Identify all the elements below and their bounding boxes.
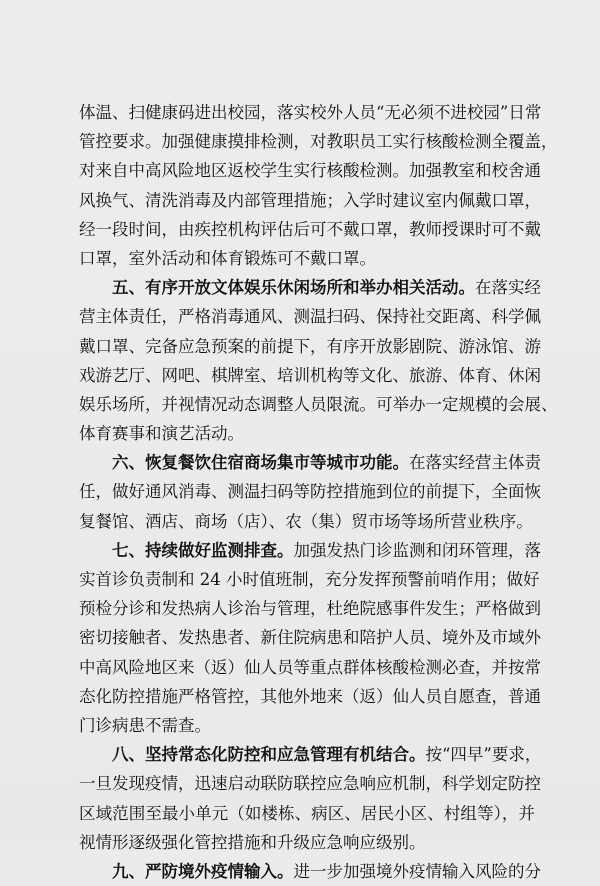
heading-continuation: 按“四早”要求，: [425, 745, 542, 765]
text-line: [79, 740, 542, 769]
text-line: 风换气、清洗消毒及内部管理措施；入学时建议室内佩戴口罩，: [79, 190, 541, 210]
paragraph-restaurants: [79, 448, 541, 536]
text-line: 对来自中高风险地区返校学生实行核酸检测。加强教室和校舍通: [79, 161, 541, 181]
text-line: 实首诊负责制和 24 小时值班制，充分发挥预警前哨作用；做好: [79, 570, 540, 589]
text-line: [79, 448, 541, 477]
paragraph-border-control: [79, 857, 541, 886]
text-line: 预检分诊和发热病人诊治与管理，杜绝院感事件发生；严格做到: [79, 599, 541, 619]
section-heading: 九、严防境外疫情输入。: [112, 861, 294, 881]
text-line: 密切接触者、发热患者、新住院病患和陪护人员、境外及市域外: [79, 628, 541, 648]
heading-continuation: 加强发热门诊监测和闭环管理，落: [293, 540, 541, 560]
section-heading: 八、坚持常态化防控和应急管理有机结合。: [112, 745, 426, 765]
text-line: 娱乐场所，并视情况动态调整人员限流。可举办一定规模的会展、: [79, 394, 558, 414]
text-line: 门诊病患不需查。: [79, 715, 211, 735]
text-line: 营主体责任，严格消毒通风、测温扫码、保持社交距离、科学佩: [79, 307, 541, 327]
text-line: 口罩，室外活动和体育锻炼可不戴口罩。: [79, 248, 376, 268]
paragraph-school-control: [79, 98, 558, 273]
text-line: [79, 536, 541, 565]
text-line: 戴口罩、完备应急预案的前提下，有序开放影剧院、游泳馆、游: [79, 336, 541, 356]
document-body: [79, 98, 558, 886]
text-line: [79, 273, 541, 302]
text-line: 态化防控措施严格管控，其他外地来（返）仙人员自愿查，普通: [79, 686, 541, 706]
paragraph-monitoring: [79, 536, 541, 740]
text-line: 一旦发现疫情，迅速启动联防联控应急响应机制，科学划定防控: [79, 774, 541, 794]
text-line: 管控要求。加强健康摸排检测，对教职员工实行核酸检测全覆盖，: [79, 132, 558, 152]
heading-continuation: 进一步加强境外疫情输入风险的分: [293, 861, 541, 881]
text-line: 区域范围至最小单元（如楼栋、病区、居民小区、村组等），并: [79, 803, 535, 823]
section-heading: 七、持续做好监测排查。: [112, 540, 294, 560]
paragraph-emergency: [79, 740, 542, 857]
text-line: 经一段时间，由疾控机构评估后可不戴口罩，教师授课时可不戴: [79, 219, 541, 239]
heading-continuation: 在落实经营主体责: [409, 453, 541, 473]
section-heading: 五、有序开放文体娱乐休闲场所和举办相关活动。: [112, 278, 475, 298]
text-line: [79, 857, 541, 886]
text-line: 体温、扫健康码进出校园，落实校外人员“无必须不进校园”日常: [79, 103, 542, 122]
text-line: 复餐馆、酒店、商场（店）、农（集）贸市场等场所营业秩序。: [79, 511, 533, 531]
text-line: 视情形逐级强化管控措施和升级应急响应级别。: [79, 832, 426, 852]
heading-continuation: 在落实经: [475, 278, 541, 298]
paragraph-venues: [79, 273, 558, 448]
text-line: 任，做好通风消毒、测温扫码等防控措施到位的前提下，全面恢: [79, 482, 541, 502]
section-heading: 六、恢复餐饮住宿商场集市等城市功能。: [112, 453, 409, 473]
text-line: 体育赛事和演艺活动。: [79, 424, 244, 444]
text-line: 戏游艺厅、网吧、棋牌室、培训机构等文化、旅游、体育、休闲: [79, 365, 541, 385]
text-line: 中高风险地区来（返）仙人员等重点群体核酸检测必查，并按常: [79, 657, 541, 677]
